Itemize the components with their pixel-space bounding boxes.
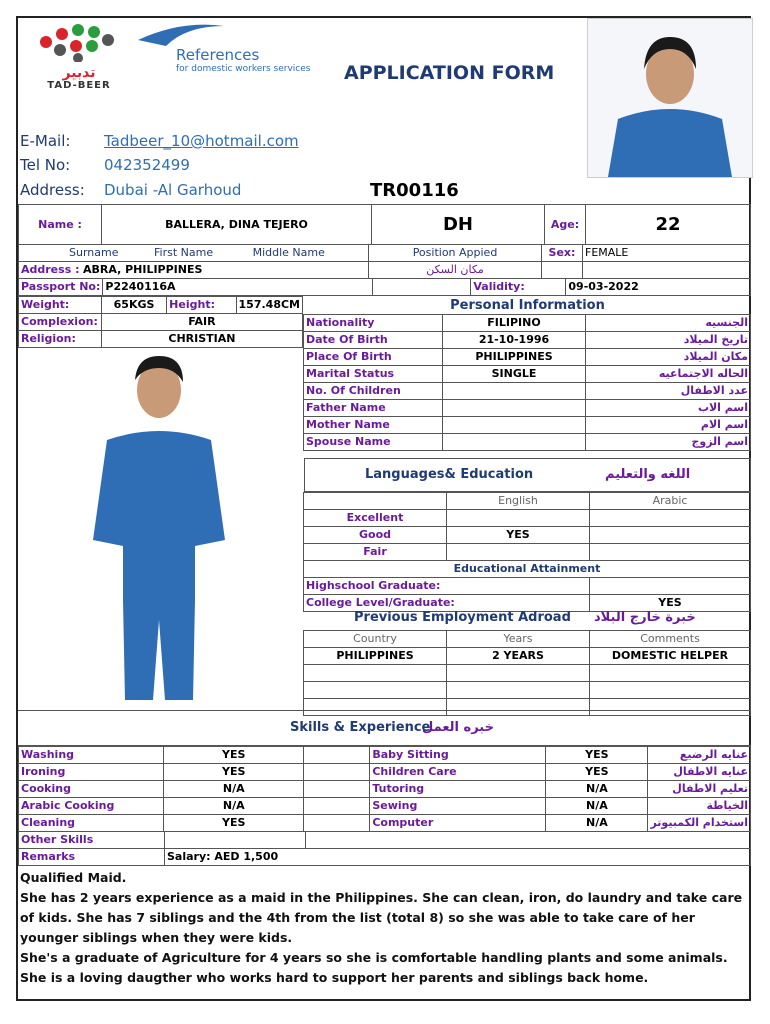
skill-value: YES — [164, 747, 304, 764]
references-title: References — [176, 46, 260, 64]
personal-row — [304, 400, 751, 417]
language-row — [304, 544, 751, 561]
personal-row — [304, 349, 751, 366]
skill-label: Ironing — [19, 764, 164, 781]
skills-row — [19, 781, 751, 798]
personal-label: Date Of Birth — [304, 332, 443, 349]
personal-info-title: Personal Information — [450, 298, 605, 313]
languages-table — [303, 492, 751, 612]
skill-label: Washing — [19, 747, 164, 764]
skills-row — [19, 798, 751, 815]
form-title: APPLICATION FORM — [344, 62, 555, 84]
skill-value: N/A — [546, 798, 648, 815]
personal-label-ar: الحاله الاجتماعيه — [586, 366, 751, 383]
passport-label: Passport No: — [19, 279, 103, 296]
personal-row — [304, 315, 751, 332]
position-label: Position Appied — [369, 245, 542, 262]
employment-years: 2 YEARS — [447, 648, 590, 665]
dots-icon — [34, 22, 124, 62]
name-label: Name : — [19, 205, 102, 245]
complexion-value: FAIR — [101, 314, 302, 331]
age-value: 22 — [586, 205, 751, 245]
personal-label-ar: اسم الام — [586, 417, 751, 434]
other-skills-label: Other Skills — [19, 832, 165, 849]
col-english: English — [447, 493, 590, 510]
languages-header — [304, 458, 751, 492]
references-subtitle: for domestic workers services — [176, 64, 311, 74]
personal-value — [443, 417, 586, 434]
personal-value: 21-10-1996 — [443, 332, 586, 349]
surname-label: Surname — [69, 246, 119, 259]
language-level: Good — [304, 527, 447, 544]
address-value: Dubai -Al Garhoud — [104, 181, 242, 199]
language-arabic — [590, 544, 751, 561]
position-value: DH — [372, 205, 545, 245]
language-english: YES — [447, 527, 590, 544]
skill-label: Baby Sitting — [370, 747, 546, 764]
personal-value: PHILIPPINES — [443, 349, 586, 366]
skill-label-ar: تعليم الاطفال — [648, 781, 751, 798]
weight-value: 65KGS — [101, 297, 166, 314]
portrait-figure — [588, 19, 752, 177]
personal-row — [304, 332, 751, 349]
skills-row — [19, 815, 751, 832]
personal-label-ar: الجنسيه — [586, 315, 751, 332]
address-ar: مكان السكن — [369, 262, 542, 279]
skill-value: N/A — [546, 781, 648, 798]
skill-label: Tutoring — [370, 781, 546, 798]
application-form — [16, 16, 751, 1001]
address-label: Address: — [20, 181, 85, 199]
logo-text: TAD-BEER — [47, 80, 111, 91]
personal-label-ar: اسم الزوج — [586, 434, 751, 451]
personal-value — [443, 400, 586, 417]
skill-value: YES — [164, 815, 304, 832]
personal-row — [304, 366, 751, 383]
personal-label-ar: تاريخ الميلاد — [586, 332, 751, 349]
identity-table — [18, 204, 751, 245]
middlename-label: Middle Name — [252, 246, 325, 259]
personal-label: No. Of Children — [304, 383, 443, 400]
skill-spacer — [304, 798, 370, 815]
note-line: She is a loving daugther who works hard to support her parents and siblings back home. — [20, 970, 649, 985]
skill-value: N/A — [546, 815, 648, 832]
personal-row — [304, 434, 751, 451]
language-english — [447, 510, 590, 527]
skill-label-ar: الخياطة — [648, 798, 751, 815]
employment-table — [303, 630, 751, 716]
employment-row — [304, 648, 751, 665]
col-arabic: Arabic — [590, 493, 751, 510]
skill-label: Computer — [370, 815, 546, 832]
personal-label: Marital Status — [304, 366, 443, 383]
skill-spacer — [304, 815, 370, 832]
skills-title-ar: خبره العمل — [422, 720, 494, 735]
skills-header — [18, 710, 751, 746]
languages-title-ar: اللغه والتعليم — [605, 467, 691, 482]
language-english — [447, 544, 590, 561]
personal-row — [304, 417, 751, 434]
employment-header — [304, 608, 751, 630]
personal-label-ar: عدد الاطفال — [586, 383, 751, 400]
religion-label: Religion: — [19, 331, 102, 348]
skill-label: Children Care — [370, 764, 546, 781]
education-label: Highschool Graduate: — [304, 578, 590, 595]
personal-label: Mother Name — [304, 417, 443, 434]
religion-value: CHRISTIAN — [101, 331, 302, 348]
skill-value: YES — [546, 747, 648, 764]
identity-address-value: ABRA, PHILIPPINES — [82, 263, 203, 276]
note-line: She has 2 years experience as a maid in the Philippines. She can clean, iron, do laundry and take care of kids. She has 7 siblings and the 4th from the list (total 8) so she was able to take care of her younger siblings when they were kids. — [20, 890, 743, 945]
email-link[interactable]: Tadbeer_10@hotmail.com — [104, 132, 299, 150]
skill-spacer — [304, 747, 370, 764]
email-label: E-Mail: — [20, 132, 71, 150]
language-level: Fair — [304, 544, 447, 561]
col-country: Country — [304, 631, 447, 648]
note-line: Qualified Maid. — [20, 870, 127, 885]
employment-title: Previous Employment Adroad — [354, 610, 571, 625]
education-label: College Level/Graduate: — [304, 595, 590, 612]
identity-address-label: Address : — [21, 263, 80, 276]
employment-comments: DOMESTIC HELPER — [590, 648, 751, 665]
age-label: Age: — [545, 205, 586, 245]
skill-label-ar: عنايه الرضيع — [648, 747, 751, 764]
firstname-label: First Name — [153, 246, 214, 259]
height-label: Height: — [167, 297, 236, 314]
sex-label: Sex: — [542, 245, 583, 262]
note-line: She's a graduate of Agriculture for 4 years so she is comfortable handling plants and some animals. — [20, 950, 728, 965]
personal-value — [443, 434, 586, 451]
personal-value: SINGLE — [443, 366, 586, 383]
language-level: Excellent — [304, 510, 447, 527]
full-body-figure — [19, 350, 302, 708]
tadbeer-logo — [34, 22, 124, 91]
address-row — [19, 262, 369, 279]
skill-value: YES — [164, 764, 304, 781]
personal-label: Spouse Name — [304, 434, 443, 451]
skill-label: Sewing — [370, 798, 546, 815]
passport-value: P2240116A — [103, 279, 373, 296]
skill-value: N/A — [164, 798, 304, 815]
personal-row — [304, 383, 751, 400]
language-row — [304, 510, 751, 527]
education-value: YES — [590, 595, 751, 612]
portrait-photo — [587, 18, 753, 178]
skill-label: Cleaning — [19, 815, 164, 832]
education-value — [590, 578, 751, 595]
tel-value: 042352499 — [104, 156, 190, 174]
col-comments: Comments — [590, 631, 751, 648]
skill-value: YES — [546, 764, 648, 781]
validity-value: 09-03-2022 — [566, 279, 751, 296]
reference-code: TR00116 — [370, 180, 459, 201]
remarks-value: Salary: AED 1,500 — [165, 849, 751, 866]
skills-row — [19, 764, 751, 781]
personal-label: Father Name — [304, 400, 443, 417]
language-row — [304, 527, 751, 544]
personal-value: FILIPINO — [443, 315, 586, 332]
skills-row — [19, 747, 751, 764]
references-logo — [136, 20, 336, 80]
remarks-label: Remarks — [19, 849, 165, 866]
remarks-table — [18, 831, 751, 866]
passport-table — [18, 278, 751, 296]
personal-value — [443, 383, 586, 400]
logo-arabic: تدبير — [62, 65, 96, 81]
employment-title-ar: خبرة خارج البلاد — [594, 610, 696, 625]
edu-title: Educational Attainment — [304, 561, 751, 578]
sex-value: FEMALE — [583, 245, 751, 262]
tel-label: Tel No: — [20, 156, 71, 174]
personal-label: Nationality — [304, 315, 443, 332]
weight-label: Weight: — [19, 297, 102, 314]
skills-table — [18, 746, 751, 832]
col-years: Years — [447, 631, 590, 648]
name-value: BALLERA, DINA TEJERO — [102, 205, 372, 245]
body-table-left — [18, 296, 303, 348]
notes-section — [20, 868, 746, 988]
education-row — [304, 578, 751, 595]
name-labels-row — [18, 244, 751, 279]
language-arabic — [590, 510, 751, 527]
language-arabic — [590, 527, 751, 544]
skill-spacer — [304, 781, 370, 798]
skill-label-ar: استخدام الكمبيوتر — [648, 815, 751, 832]
full-body-photo — [19, 350, 302, 708]
complexion-label: Complexion: — [19, 314, 102, 331]
skill-spacer — [304, 764, 370, 781]
skill-value: N/A — [164, 781, 304, 798]
personal-label-ar: مكان الميلاد — [586, 349, 751, 366]
validity-label: Validity: — [471, 279, 566, 296]
skill-label: Cooking — [19, 781, 164, 798]
skill-label: Arabic Cooking — [19, 798, 164, 815]
employment-country: PHILIPPINES — [304, 648, 447, 665]
personal-table — [303, 314, 751, 451]
personal-label-ar: اسم الاب — [586, 400, 751, 417]
height-value: 157.48CM — [236, 297, 302, 314]
skills-title: Skills & Experience — [290, 720, 431, 735]
skill-label-ar: عنايه الاطفال — [648, 764, 751, 781]
languages-title: Languages& Education — [365, 467, 534, 482]
personal-label: Place Of Birth — [304, 349, 443, 366]
